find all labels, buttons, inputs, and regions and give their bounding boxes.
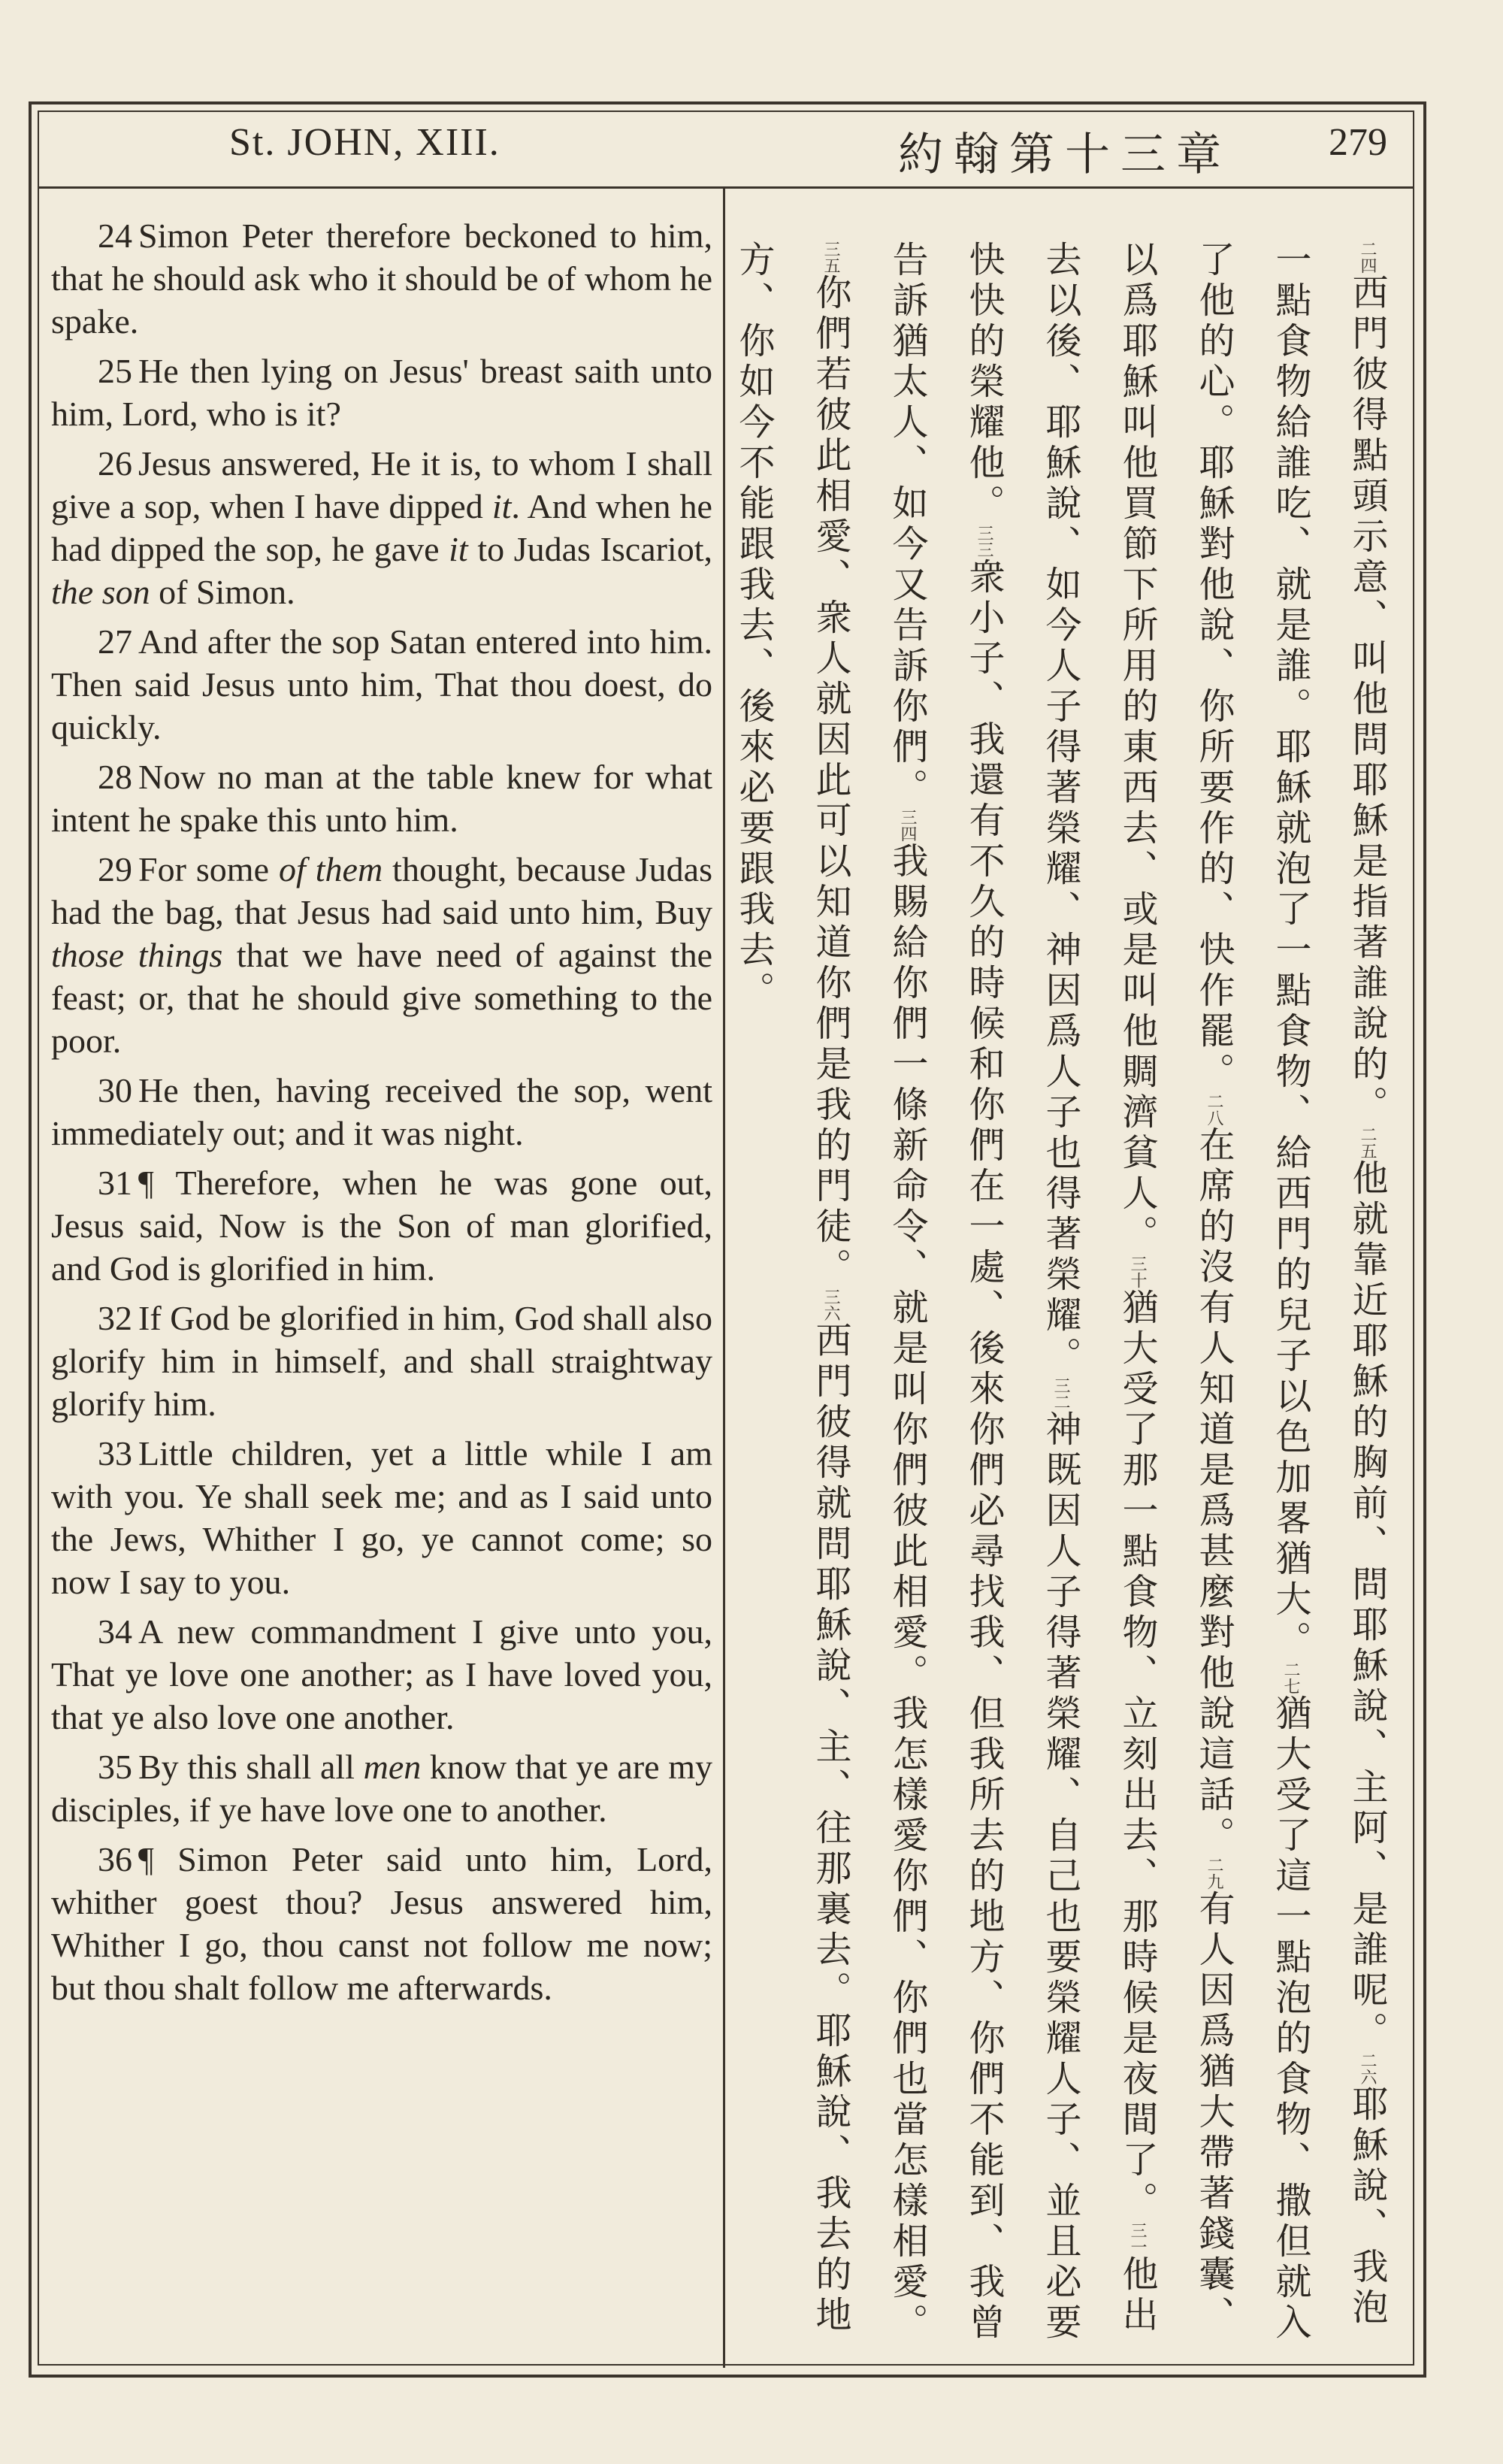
verse-number: 32 [98, 1299, 132, 1337]
page-number: 279 [1329, 121, 1387, 164]
verse-text: . And when he had dipped the sop, he gave [51, 487, 712, 568]
english-verse [51, 1745, 712, 1831]
verse-text: of Simon. [150, 573, 295, 611]
chinese-text [733, 241, 1405, 2345]
verse-text: Little children, yet a little while I am with you. Ye shall seek me; and as I said unto the Jews, Whither I go, ye cannot come; so now I say to you. [51, 1434, 712, 1601]
verse-text: 耶穌說、我泡一點食物給誰吃、就是誰。耶穌就泡了一點食物、給西門的兒子以色加畧猶大。 [1269, 241, 1388, 2329]
italic-text: men [363, 1748, 422, 1786]
italic-text: it [449, 530, 468, 568]
italic-text: it [491, 487, 512, 525]
verse-text: 猶大受了這一點泡的食物、撒但就入了他的心。耶穌對他說、你所要作的、快作罷。 [1193, 241, 1311, 2344]
running-head-chinese: 約翰第十三章 [898, 129, 1232, 181]
verse-number: 三三 [975, 525, 993, 558]
chinese-verse [1193, 1093, 1235, 1857]
verse-number: 26 [98, 444, 132, 483]
verse-text: Jesus answered, He it is, to whom I shall give a sop, when I have dipped [51, 444, 712, 525]
chinese-column [733, 241, 1405, 2345]
verse-text: By this shall all [138, 1748, 364, 1786]
verse-number: 三二 [1051, 1377, 1070, 1410]
verse-text: If God be glorified in him, God shall also glorify him in himself, and shall straightway glorify him. [51, 1299, 712, 1423]
verse-text: He then, having received the sop, went immediately out; and it was night. [51, 1071, 712, 1152]
english-verse [51, 1161, 712, 1290]
verse-number: 二四 [1358, 241, 1377, 274]
verse-text: that we have need of against the feast; or, that he should give something to the poor. [51, 936, 713, 1060]
verse-text: ¶ Therefore, when he was gone out, Jesus said, Now is the Son of man glorified, and God is glorified in him. [51, 1164, 712, 1288]
english-verse [51, 214, 712, 343]
header-divider [38, 186, 1414, 189]
verse-text: 在席的沒有人知道是爲甚麼對他說這話。 [1193, 1126, 1235, 1857]
verse-number: 二七 [1281, 1661, 1300, 1694]
verse-text: 你們若彼此相愛、衆人就因此可以知道你們是我的門徒。 [809, 274, 851, 1288]
verse-number: 二五 [1358, 1126, 1377, 1159]
verse-text: 西門彼得點頭示意、叫他問耶穌是指著誰說的。 [1346, 274, 1388, 1126]
verse-number: 33 [98, 1434, 132, 1473]
italic-text: of them [278, 850, 383, 888]
english-column [51, 214, 712, 2016]
english-verse [51, 848, 712, 1062]
verse-number: 30 [98, 1071, 132, 1109]
verse-number: 三六 [821, 1288, 840, 1321]
english-verse [51, 1432, 712, 1603]
verse-text: thought, because Judas had the bag, that Jesus had said unto him, Buy [51, 850, 712, 931]
italic-text: the son [51, 573, 150, 611]
verse-text: 他就靠近耶穌的胸前、問耶穌說、主阿、是誰呢。 [1346, 1159, 1388, 2052]
verse-number: 35 [98, 1748, 132, 1786]
english-verse [51, 755, 712, 841]
verse-number: 28 [98, 758, 132, 796]
verse-text: For some [138, 850, 279, 888]
italic-text: those things [51, 936, 223, 974]
english-verse [51, 1297, 712, 1425]
english-verse [51, 1069, 712, 1155]
verse-number: 二八 [1205, 1093, 1223, 1126]
verse-text: 衆小子、我還有不久的時候和你們在一處、後來你們必尋找我、但我所去的地方、你們不能到、我曾告訴猶太人、如今又告訴你們。 [886, 241, 1005, 2344]
verse-text: 猶大受了那一點食物、立刻出去、那時候是夜間了。 [1116, 1288, 1158, 2222]
chinese-verse [1346, 1126, 1388, 2052]
chinese-verse [809, 241, 851, 1288]
verse-text: 神既因人子得著榮耀、自己也要榮耀人子、並且必要快快的榮耀他。 [963, 241, 1081, 2344]
verse-number: 二六 [1358, 2052, 1377, 2085]
verse-number: 24 [98, 216, 132, 255]
english-verse [51, 442, 712, 613]
verse-number: 31 [98, 1164, 132, 1202]
verse-number: 三四 [898, 809, 917, 842]
verse-text: He then lying on Jesus' breast saith unto him, Lord, who is it? [51, 352, 712, 433]
verse-number: 25 [98, 352, 132, 390]
verse-text: Now no man at the table knew for what intent he spake this unto him. [51, 758, 712, 839]
verse-text: Simon Peter therefore beckoned to him, that he should ask who it should be of whom he spake. [51, 216, 712, 341]
running-head-english: St. JOHN, XIII. [229, 121, 500, 164]
verse-text: to Judas Iscariot, [467, 530, 712, 568]
verse-number: 36 [98, 1840, 132, 1878]
verse-text: And after the sop Satan entered into him. Then said Jesus unto him, That thou doest, do quickly. [51, 622, 712, 746]
chinese-verse [1346, 241, 1388, 1126]
verse-text: 我賜給你們一條新命令、就是叫你們彼此相愛。我怎樣愛你們、你們也當怎樣相愛。 [886, 842, 928, 2344]
verse-text: A new commandment I give unto you, That ye love one another; as I have loved you, that ye also love one another. [51, 1612, 712, 1736]
verse-number: 三一 [1128, 2222, 1147, 2255]
english-verse [51, 620, 712, 749]
verse-text: know that ye are my disciples, if ye have love one to another. [51, 1748, 713, 1829]
chinese-verse [886, 809, 928, 2344]
english-verse [51, 1610, 712, 1739]
english-verse [51, 1838, 712, 2009]
verse-text: 有人因爲猶大帶著錢囊、以爲耶穌叫他買節下所用的東西去、或是叫他賙濟貧人。 [1116, 241, 1235, 2336]
verse-number: 三五 [821, 241, 840, 274]
verse-number: 27 [98, 622, 132, 661]
verse-text: ¶ Simon Peter said unto him, Lord, whither goest thou? Jesus answered him, Whither I go, thou canst not follow me now; but thou shalt follow me afterwards. [51, 1840, 712, 2007]
verse-number: 34 [98, 1612, 132, 1651]
verse-number: 29 [98, 850, 132, 888]
chinese-verse [1116, 1255, 1158, 2222]
english-verse [51, 350, 712, 435]
verse-number: 二九 [1205, 1857, 1223, 1890]
verse-text: 西門彼得就問耶穌說、主、往那裏去。耶穌說、我去的地方、你如今不能跟我去、後來必要跟我去。 [733, 241, 851, 2336]
verse-number: 三十 [1128, 1255, 1147, 1288]
verse-text: 他出去以後、耶穌說、如今人子得著榮耀、神因爲人子也得著榮耀。 [1039, 241, 1158, 2336]
